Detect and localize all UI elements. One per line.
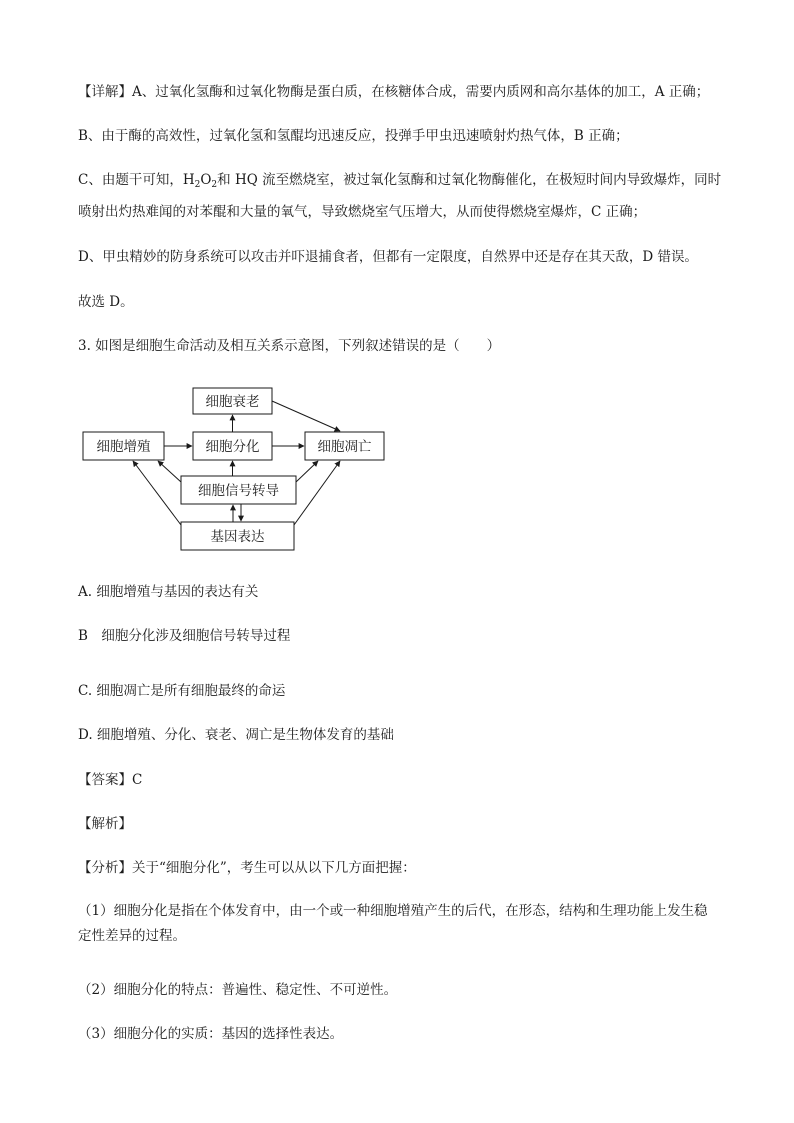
detail-b: B、由于酶的高效性，过氧化氢和氢醌均迅速反应，投弹手甲虫迅速喷射灼热气体，B 正确； xyxy=(78,128,629,144)
arrow-gene-to-proliferation xyxy=(133,461,181,525)
detail-c-mid: O xyxy=(200,172,212,188)
analysis-point-3: （3）细胞分化的实质：基因的选择性表达。 xyxy=(78,1026,344,1042)
option-d: D. 细胞增殖、分化、衰老、凋亡是生物体发育的基础 xyxy=(78,727,394,743)
analysis-point-2: （2）细胞分化的特点：普遍性、稳定性、不可逆性。 xyxy=(78,982,398,998)
detail-c-pre: C、由题干可知，H xyxy=(78,172,195,188)
detail-c-line1 xyxy=(78,170,721,190)
option-c: C. 细胞凋亡是所有细胞最终的命运 xyxy=(78,683,286,699)
question-3: 3. 如图是细胞生命活动及相互关系示意图，下列叙述错误的是（ ） xyxy=(78,338,501,354)
arrow-senescence-to-apoptosis xyxy=(272,401,340,431)
analysis-point-1: （1）细胞分化是指在个体发育中，由一个或一种细胞增殖产生的后代，在形态，结构和生理功能上发生稳定性差异的过程。 xyxy=(78,903,708,944)
analysis-title: 【解析】 xyxy=(78,816,132,832)
label-proliferation: 细胞增殖 xyxy=(96,439,151,455)
option-a: A. 细胞增殖与基因的表达有关 xyxy=(78,584,259,600)
detail-d: D、甲虫精妙的防身系统可以攻击并吓退捕食者，但都有一定限度，自然界中还是存在其天敌，D 错误。 xyxy=(78,249,698,265)
detail-c-line2: 喷射出灼热难闻的对苯醌和大量的氧气，导致燃烧室气压增大，从而使得燃烧室爆炸，C 正确； xyxy=(78,204,647,220)
answer: 【答案】C xyxy=(78,772,143,788)
detail-c-sub2: 2 xyxy=(211,180,218,190)
arrow-signal-to-apoptosis xyxy=(296,461,318,482)
arrow-gene-to-apoptosis xyxy=(294,461,340,525)
diagram-svg xyxy=(78,382,398,554)
option-b: B 细胞分化涉及细胞信号转导过程 xyxy=(78,628,291,644)
detail-a: 【详解】A、过氧化氢酶和过氧化物酶是蛋白质，在核糖体合成，需要内质网和高尔基体的加工，A 正确； xyxy=(78,84,710,100)
cell-activity-diagram xyxy=(78,382,398,558)
arrow-signal-to-proliferation xyxy=(158,461,181,482)
label-apoptosis: 细胞凋亡 xyxy=(317,439,372,455)
conclusion: 故选 D。 xyxy=(78,294,134,310)
detail-c-sub1: 2 xyxy=(194,180,201,190)
label-senescence: 细胞衰老 xyxy=(205,394,260,410)
analysis-intro: 【分析】关于“细胞分化”，考生可以从以下几方面把握： xyxy=(78,860,416,876)
label-gene: 基因表达 xyxy=(210,529,265,545)
detail-c-post: 和 HQ 流至燃烧室，被过氧化氢酶和过氧化物酶催化，在极短时间内导致爆炸，同时 xyxy=(217,172,722,188)
label-differentiation: 细胞分化 xyxy=(205,439,260,455)
label-signal: 细胞信号转导 xyxy=(198,483,279,499)
